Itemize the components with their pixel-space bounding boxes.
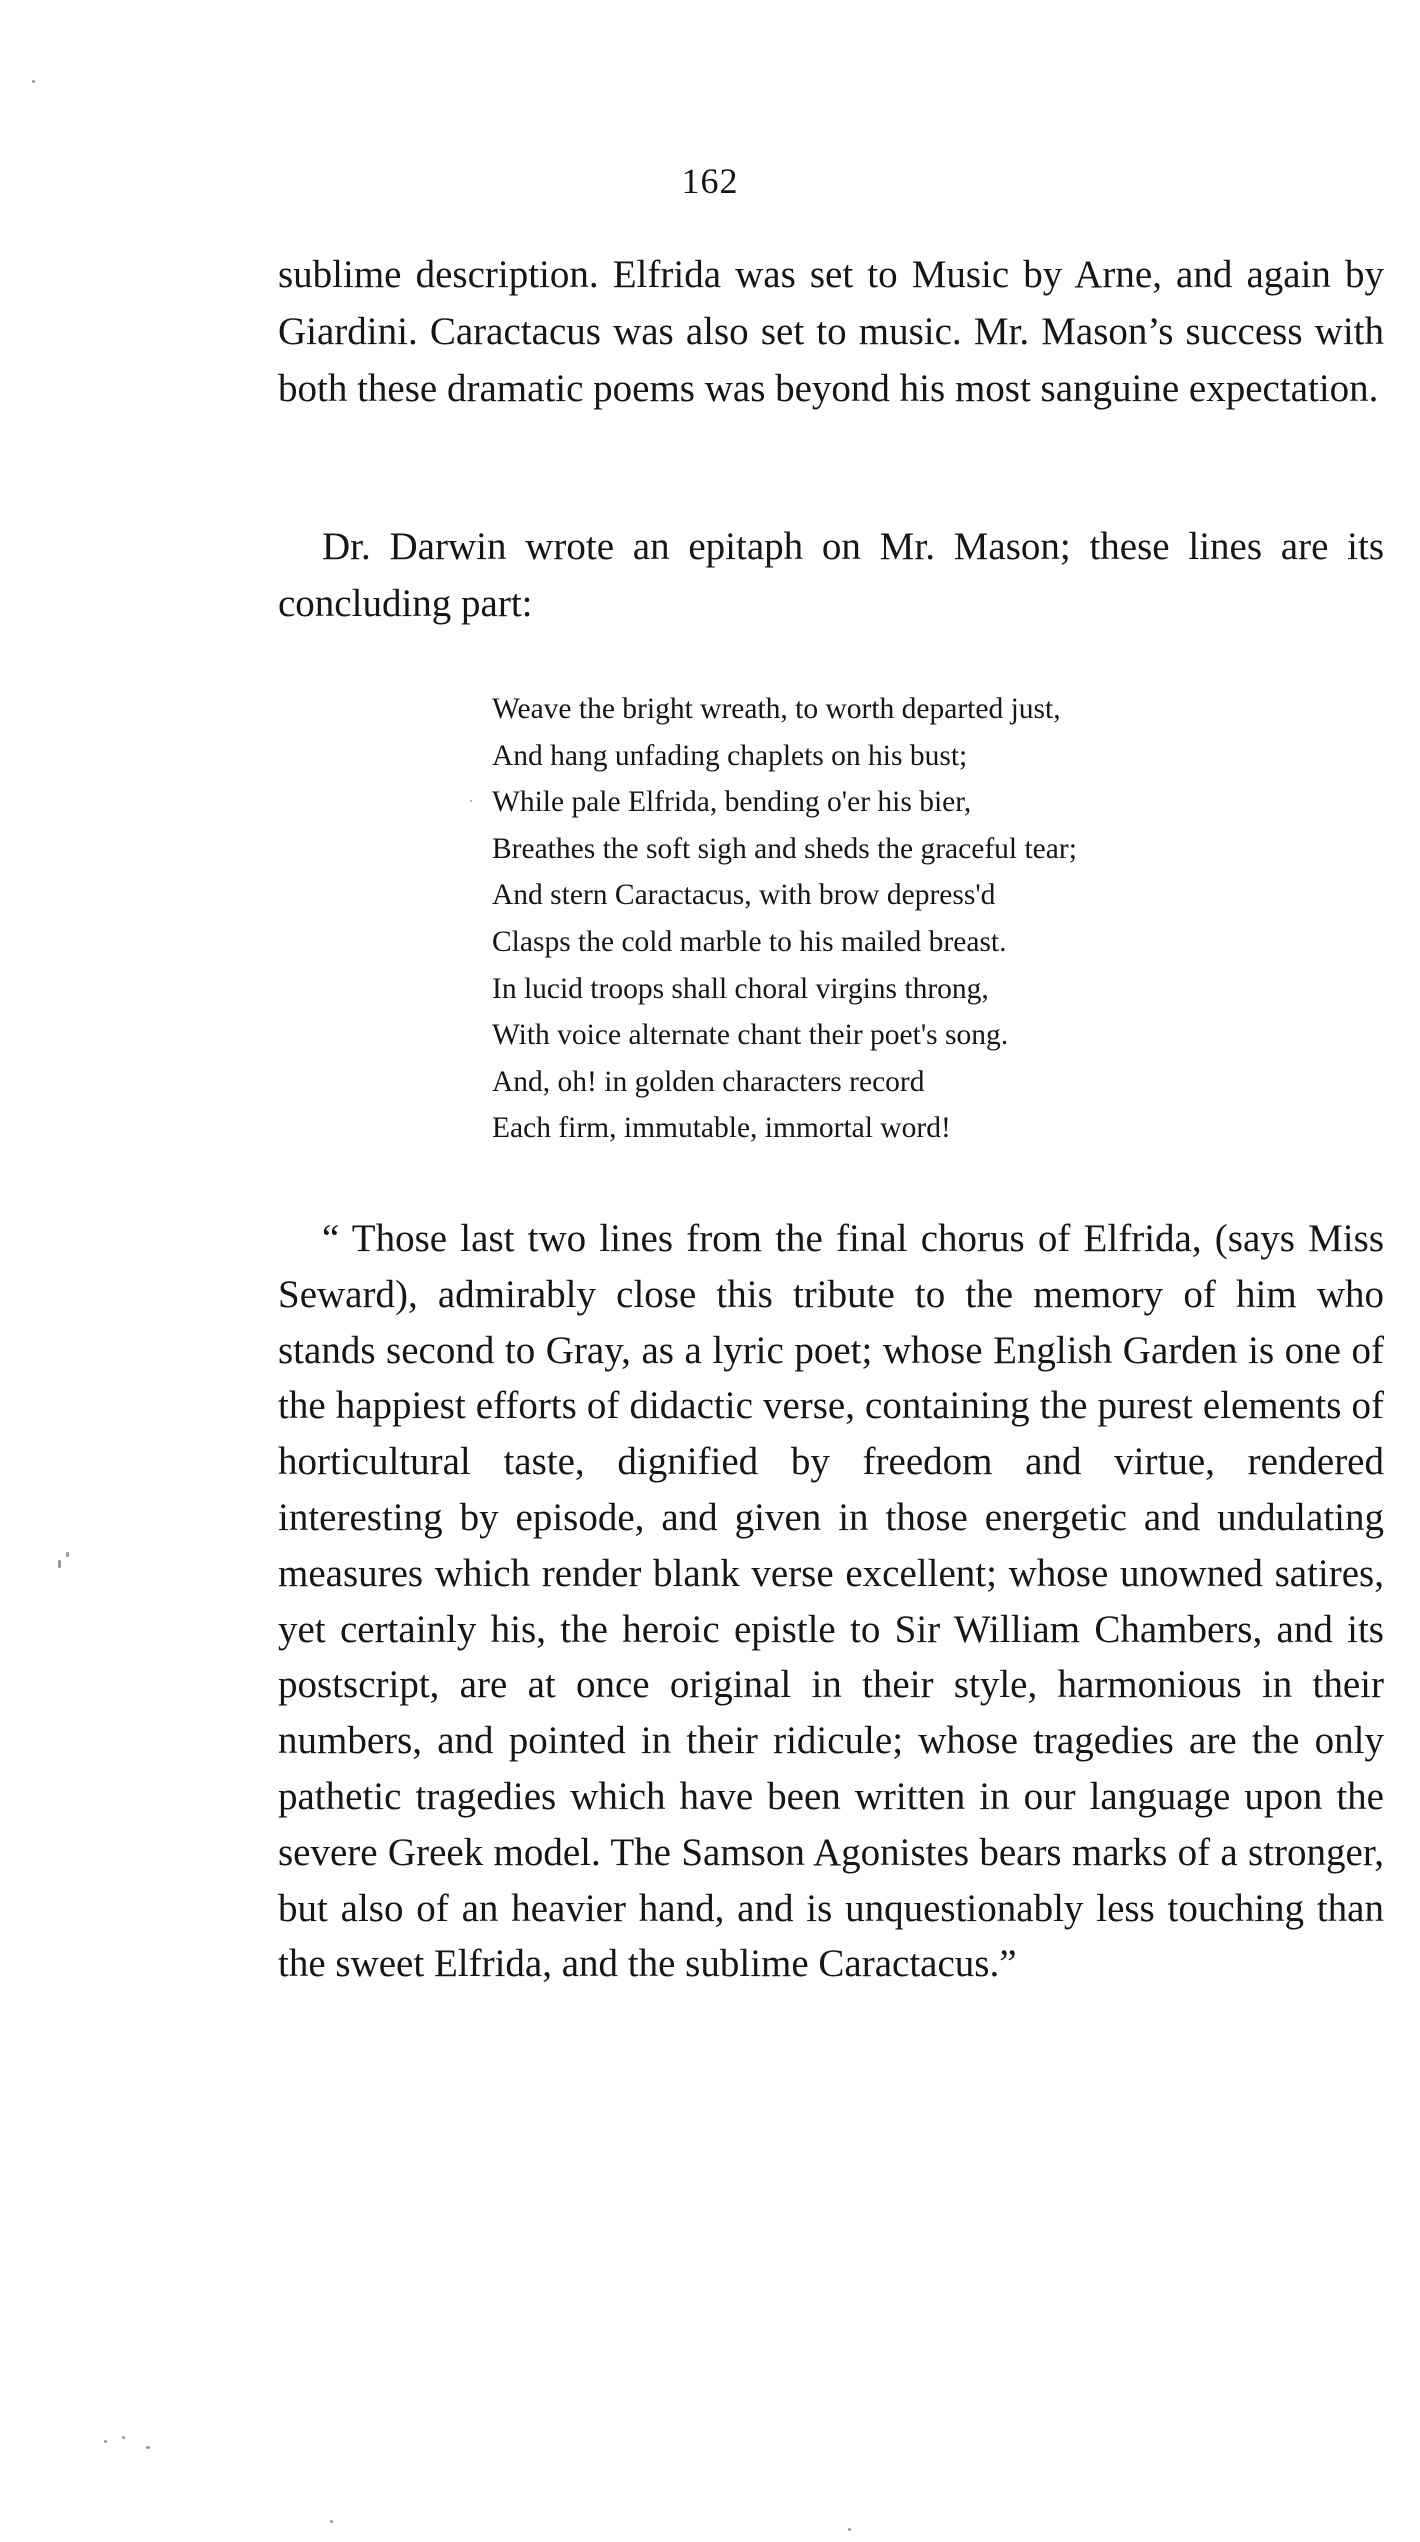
- epitaph-poem: [492, 686, 1332, 1152]
- poem-line: And hang unfading chaplets on his bust;: [492, 739, 968, 772]
- paragraph-epitaph-intro: Dr. Darwin wrote an epitaph on Mr. Mason; these lines are its concluding part:: [278, 525, 1384, 625]
- poem-line: In lucid troops shall choral virgins throng,: [492, 972, 989, 1005]
- poem-line: With voice alternate chant their poet's song.: [492, 1019, 1009, 1052]
- paper-speck: [330, 2520, 333, 2523]
- paper-speck: [848, 2528, 851, 2531]
- poem-line: Breathes the soft sigh and sheds the graceful tear;: [492, 832, 1077, 865]
- paper-speck: [32, 80, 35, 83]
- poem-line: And, oh! in golden characters record: [492, 1065, 925, 1098]
- paragraph-seward-quote: “ Those last two lines from the final chorus of Elfrida, (says Miss Seward), admirably close this tribute to the memory of him who stands second to Gray, as a lyric poet; whose English Garden is one of the happiest efforts of didactic verse, containing the purest elements of horticultural taste, dignified by freedom and virtue, rendered interesting by episode, and given in those energetic and undulating measures which render blank verse excellent; whose unowned satires, yet certainly his, the heroic epistle to Sir William Chambers, and its postscript, are at once original in their style, harmonious in their numbers, and pointed in their ridicule; whose tragedies are the only pathetic tragedies which have been written in our language upon the severe Greek model. The Samson Agonistes bears marks of a stronger, but also of an heavier hand, and is unquestionably less touching than the sweet Elfrida, and the sublime Caractacus.”: [278, 1217, 1384, 1986]
- paper-speck: [122, 2436, 125, 2439]
- paper-speck: [104, 2440, 107, 2443]
- poem-line: Weave the bright wreath, to worth departed just,: [492, 693, 1061, 725]
- poem-line: Each firm, immutable, immortal word!: [492, 1112, 951, 1145]
- poem-line: And stern Caractacus, with brow depress'd: [492, 879, 996, 912]
- paper-speck: [66, 1552, 69, 1557]
- poem-line: While pale Elfrida, bending o'er his bier,: [492, 786, 972, 819]
- page-number: 162: [681, 161, 739, 201]
- paper-speck: [58, 1560, 61, 1568]
- paper-speck: [146, 2446, 150, 2449]
- paper-speck: [470, 800, 472, 802]
- paragraph-opening: sublime description. Elfrida was set to Music by Arne, and again by Giardini. Caractacus was also set to music. Mr. Mason’s success with both these dramatic poems was beyond his most sanguine expectation.: [278, 253, 1384, 410]
- poem-line: Clasps the cold marble to his mailed breast.: [492, 925, 1007, 958]
